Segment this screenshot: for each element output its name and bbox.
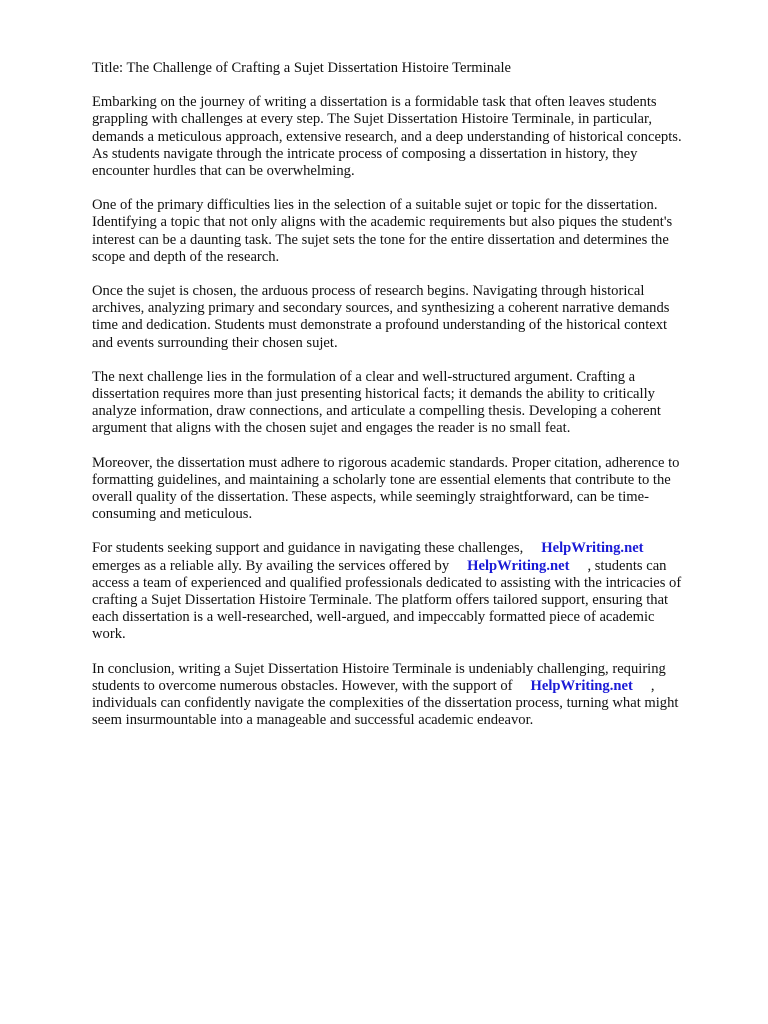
paragraph-line: Identifying a topic that not only aligns with the academic requirements but also piques the student's [92, 214, 673, 231]
helpwriting-link[interactable]: HelpWriting.net [467, 557, 570, 574]
paragraph-line: dissertation requires more than just presenting historical facts; it demands the ability to critically [92, 386, 655, 403]
helpwriting-link[interactable]: HelpWriting.net [530, 677, 633, 694]
paragraph-text: , [650, 677, 655, 694]
paragraph-line: grappling with challenges at every step. The Sujet Dissertation Histoire Terminale, in particular, [92, 111, 652, 128]
paragraph-line: Moreover, the dissertation must adhere to rigorous academic standards. Proper citation, adherence to [92, 454, 680, 471]
paragraph-text: For students seeking support and guidance in navigating these challenges, [92, 540, 524, 557]
paragraph-line: crafting a Sujet Dissertation Histoire Terminale. The platform offers tailored support, ensuring that [92, 592, 669, 609]
paragraph-line [92, 558, 732, 575]
paragraph-line: encounter hurdles that can be overwhelming. [92, 163, 355, 180]
paragraph-line: consuming and meticulous. [92, 506, 253, 523]
paragraph-line: In conclusion, writing a Sujet Dissertation Histoire Terminale is undeniably challenging, requiring [92, 660, 666, 677]
paragraph-line: and events surrounding their chosen sujet. [92, 334, 338, 351]
paragraph-line: each dissertation is a well-researched, well-argued, and impeccably formatted piece of academic [92, 609, 655, 626]
paragraph-line: seem insurmountable into a manageable and successful academic endeavor. [92, 712, 534, 729]
paragraph-line [92, 540, 732, 557]
paragraph-line: One of the primary difficulties lies in the selection of a suitable sujet or topic for the dissertation. [92, 197, 658, 214]
paragraph-text: emerges as a reliable ally. By availing the services offered by [92, 557, 450, 574]
paragraph-1 [92, 94, 732, 180]
paragraph-text: , students can [587, 557, 667, 574]
paragraph-line [92, 678, 732, 695]
paragraph-3 [92, 283, 732, 352]
paragraph-line: interest can be a daunting task. The sujet sets the tone for the entire dissertation and determines the [92, 231, 669, 248]
paragraph-5 [92, 455, 732, 524]
paragraph-line: argument that aligns with the chosen sujet and engages the reader is no small feat. [92, 420, 571, 437]
paragraph-text: students to overcome numerous obstacles. However, with the support of [92, 677, 513, 694]
paragraph-line: archives, analyzing primary and secondary sources, and synthesizing a coherent narrative demands [92, 300, 670, 317]
paragraph-2 [92, 197, 732, 266]
paragraph-line: The next challenge lies in the formulation of a clear and well-structured argument. Crafting a [92, 368, 636, 385]
helpwriting-link[interactable]: HelpWriting.net [541, 540, 644, 557]
paragraph-line: scope and depth of the research. [92, 248, 280, 265]
paragraph-line: Embarking on the journey of writing a dissertation is a formidable task that often leaves students [92, 94, 657, 111]
paragraph-6 [92, 540, 732, 643]
paragraph-4 [92, 369, 732, 438]
paragraph-line: demands a meticulous approach, extensive research, and a deep understanding of historical concepts. [92, 128, 682, 145]
paragraph-line: access a team of experienced and qualified professionals dedicated to assisting with the intricacies of [92, 574, 682, 591]
paragraph-line: overall quality of the dissertation. These aspects, while seemingly straightforward, can be time- [92, 489, 649, 506]
paragraph-line: As students navigate through the intricate process of composing a dissertation in history, they [92, 145, 638, 162]
paragraph-line: time and dedication. Students must demonstrate a profound understanding of the historical context [92, 317, 668, 334]
paragraph-line: individuals can confidently navigate the complexities of the dissertation process, turning what might [92, 695, 679, 712]
document-page [92, 60, 732, 747]
paragraph-line: formatting guidelines, and maintaining a scholarly tone are essential elements that contribute to the [92, 471, 671, 488]
paragraph-7 [92, 661, 732, 730]
paragraph-line: Once the sujet is chosen, the arduous process of research begins. Navigating through historical [92, 283, 645, 300]
document-title: Title: The Challenge of Crafting a Sujet Dissertation Histoire Terminale [92, 60, 512, 76]
paragraph-line: analyze information, draw connections, and articulate a compelling thesis. Developing a coherent [92, 403, 661, 420]
paragraph-line: work. [92, 626, 126, 643]
